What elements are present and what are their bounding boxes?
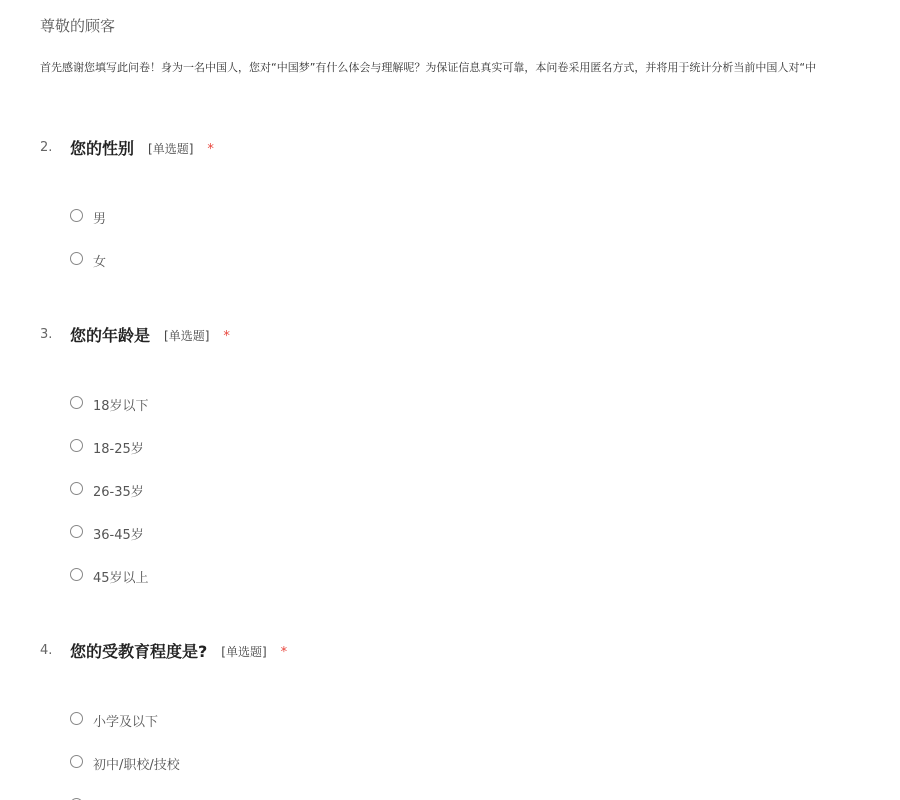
radio-button[interactable] (70, 712, 83, 725)
question-type: [单选题] (221, 645, 267, 659)
radio-button[interactable] (70, 755, 83, 768)
radio-button[interactable] (70, 482, 83, 495)
radio-button[interactable] (70, 525, 83, 538)
radio-button[interactable] (70, 252, 83, 265)
radio-button[interactable] (70, 396, 83, 409)
option-label: 女 (93, 255, 107, 270)
question-title: 您的性别 (70, 139, 135, 158)
question-title-row (40, 136, 900, 160)
option-label: 男 (93, 212, 107, 227)
greeting-title: 尊敬的顾客 (40, 17, 116, 35)
question-education (40, 639, 900, 773)
option-label: 45岁以上 (93, 571, 149, 586)
question-title-row (40, 323, 900, 347)
option-label: 18岁以下 (93, 399, 149, 414)
question-text (70, 639, 287, 662)
question-type: [单选题] (164, 329, 210, 343)
radio-button[interactable] (70, 439, 83, 452)
option-label: 26-35岁 (93, 485, 144, 500)
option-label: 18-25岁 (93, 442, 144, 457)
question-gender (40, 136, 900, 270)
option-label: 初中/职校/技校 (93, 758, 180, 773)
question-number: 2. (40, 140, 53, 155)
question-title-row (40, 639, 900, 663)
question-title: 您的年龄是 (70, 326, 151, 345)
survey-intro: 首先感谢您填写此问卷！身为一名中国人，您对“中国梦”有什么体会与理解呢？为保证信息真实可靠，本问卷采用匿名方式，并将用于统计分析当前中国人对“中 (40, 61, 817, 74)
question-type: [单选题] (148, 142, 194, 156)
question-title: 您的受教育程度是? (70, 642, 208, 661)
option-label: 36-45岁 (93, 528, 144, 543)
required-marker: * (207, 142, 214, 157)
question-number: 3. (40, 327, 53, 342)
required-marker: * (223, 329, 230, 344)
option-label: 小学及以下 (93, 715, 159, 730)
question-number: 4. (40, 643, 53, 658)
question-text (70, 323, 230, 346)
radio-button[interactable] (70, 209, 83, 222)
question-text (70, 136, 214, 159)
radio-button[interactable] (70, 568, 83, 581)
required-marker: * (280, 645, 288, 660)
question-age (40, 323, 900, 586)
